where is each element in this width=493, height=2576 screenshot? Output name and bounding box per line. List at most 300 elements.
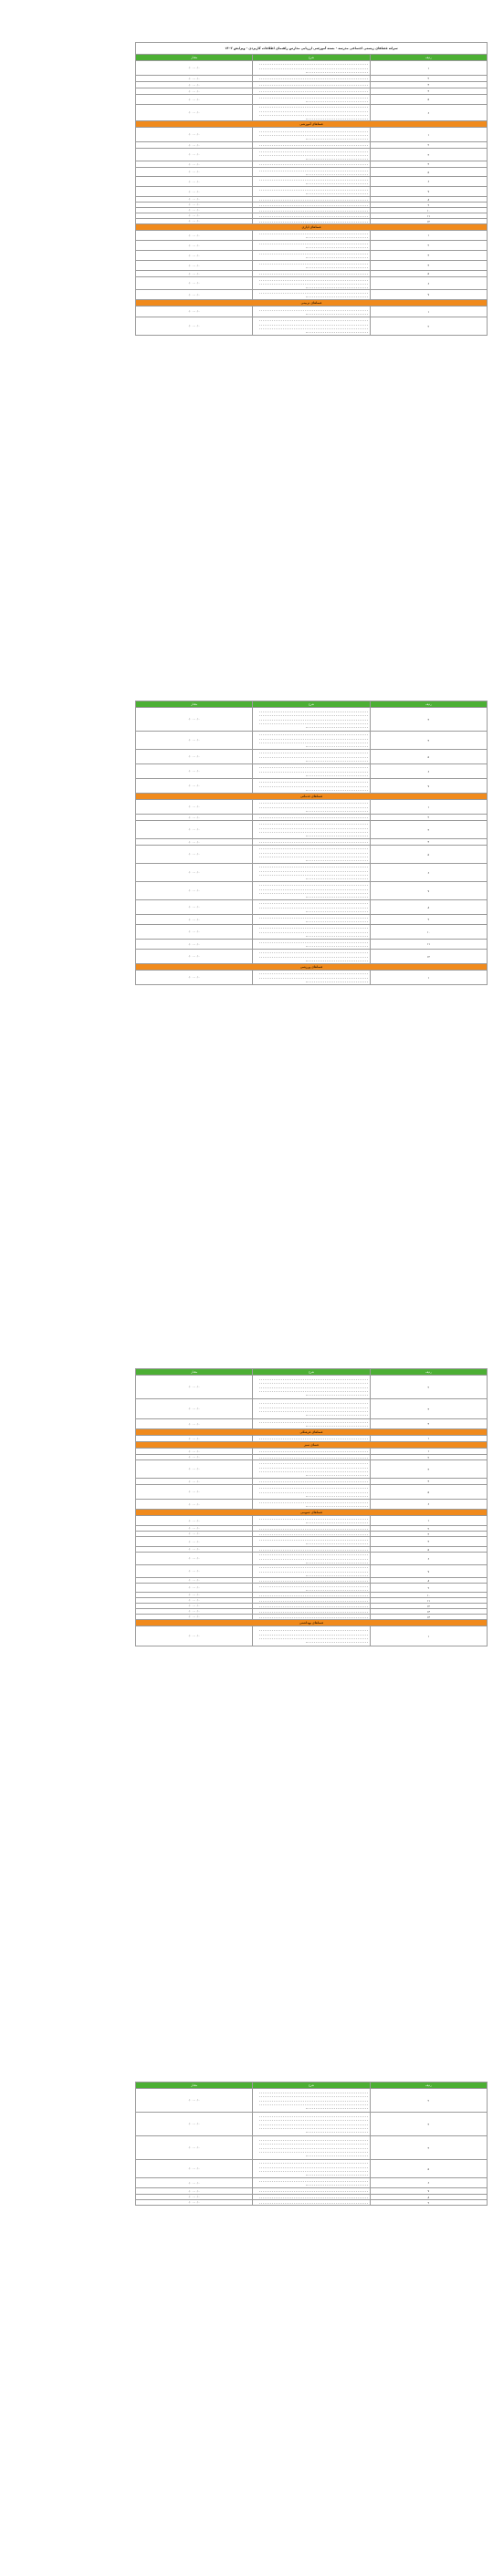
text-line <box>259 2142 367 2145</box>
text-line <box>306 1521 368 1523</box>
text-line <box>306 1574 368 1576</box>
text-line <box>259 954 367 957</box>
table-row <box>136 2113 488 2136</box>
section-title: فضای سبز <box>136 1442 488 1449</box>
text-line <box>306 192 368 194</box>
table-row <box>136 177 488 187</box>
row-number: ۱۰ <box>370 1593 487 1598</box>
row-description <box>253 1553 370 1565</box>
row-description <box>253 2200 370 2206</box>
row-value: ۰/۰۰ -- ۰/۰۰ <box>136 1537 253 1547</box>
text-line <box>306 70 368 73</box>
table-row <box>136 88 488 95</box>
table-header-row <box>136 701 488 708</box>
row-value: ۰/۰۰ -- ۰/۰۰ <box>136 88 253 95</box>
row-description <box>253 1436 370 1442</box>
table-row <box>136 779 488 794</box>
text-line <box>259 291 367 294</box>
text-line <box>259 105 367 108</box>
row-number: ۲ <box>370 241 487 251</box>
row-value: ۰/۰۰ -- ۰/۰۰ <box>136 1526 253 1532</box>
row-number: ۵ <box>370 95 487 105</box>
row-description <box>253 177 370 187</box>
row-number: ۱ <box>370 1436 487 1442</box>
text-line <box>259 1538 367 1541</box>
row-value: ۰/۰۰ -- ۰/۰۰ <box>136 261 253 271</box>
table-row <box>136 95 488 105</box>
text-line <box>306 312 368 315</box>
row-number: ۱۱ <box>370 213 487 219</box>
table-row <box>136 168 488 177</box>
row-number: ۵ <box>370 1485 487 1500</box>
column-header-value: مقدار <box>136 1369 253 1376</box>
text-line <box>306 944 368 947</box>
row-description <box>253 764 370 779</box>
text-line <box>259 873 367 876</box>
text-line <box>259 975 367 978</box>
row-description <box>253 882 370 900</box>
table-row <box>136 2136 488 2160</box>
row-value: ۰/۰۰ -- ۰/۰۰ <box>136 2200 253 2206</box>
text-line <box>259 1593 367 1595</box>
row-value: ۰/۰۰ -- ۰/۰۰ <box>136 815 253 821</box>
row-number: ۴ <box>370 732 487 750</box>
row-value: ۰/۰۰ -- ۰/۰۰ <box>136 1609 253 1615</box>
row-value: ۰/۰۰ -- ۰/۰۰ <box>136 1485 253 1500</box>
text-line <box>259 2165 367 2167</box>
row-number: ۶ <box>370 864 487 882</box>
row-description <box>253 1516 370 1526</box>
table-row <box>136 1485 488 1500</box>
text-line <box>259 905 367 908</box>
row-description <box>253 2089 370 2113</box>
row-number: ۹ <box>370 203 487 208</box>
text-line <box>259 1377 367 1380</box>
row-number: ۵ <box>370 2160 487 2178</box>
text-line <box>259 1470 367 1472</box>
row-value: ۰/۰۰ -- ۰/۰۰ <box>136 846 253 864</box>
row-description <box>253 779 370 794</box>
row-value: ۰/۰۰ -- ۰/۰۰ <box>136 1593 253 1598</box>
row-number: ۸ <box>370 1578 487 1584</box>
row-value: ۰/۰۰ -- ۰/۰۰ <box>136 317 253 336</box>
table-row <box>136 1516 488 1526</box>
text-line <box>259 282 367 285</box>
row-number: ۷ <box>370 290 487 300</box>
row-value: ۰/۰۰ -- ۰/۰۰ <box>136 2113 253 2136</box>
text-line <box>306 980 368 982</box>
row-number: ۱ <box>370 1516 487 1526</box>
text-line <box>259 2138 367 2141</box>
text-line <box>259 865 367 867</box>
row-value: ۰/۰۰ -- ۰/۰۰ <box>136 61 253 76</box>
text-line <box>259 805 367 807</box>
row-value: ۰/۰۰ -- ۰/۰۰ <box>136 142 253 149</box>
table-row <box>136 261 488 271</box>
text-line <box>306 255 368 258</box>
table-row <box>136 251 488 261</box>
text-line <box>259 1381 367 1384</box>
text-line <box>259 2189 367 2192</box>
table-row <box>136 1399 488 1419</box>
text-line <box>306 809 368 812</box>
text-line <box>259 732 367 735</box>
text-line <box>259 736 367 739</box>
row-number: ۱۲ <box>370 950 487 964</box>
text-line <box>259 2195 367 2197</box>
text-line <box>306 1542 368 1544</box>
text-line <box>259 1609 367 1612</box>
column-header-number: ردیف <box>370 55 487 61</box>
row-description <box>253 241 370 251</box>
text-line <box>306 137 368 140</box>
row-description <box>253 1584 370 1593</box>
table-row <box>136 187 488 197</box>
text-line <box>306 1494 368 1497</box>
row-number: ۵ <box>370 168 487 177</box>
row-value: ۰/۰۰ -- ۰/۰۰ <box>136 149 253 161</box>
row-number: ۶ <box>370 105 487 121</box>
row-value: ۰/۰۰ -- ۰/۰۰ <box>136 2195 253 2200</box>
text-line <box>259 780 367 783</box>
row-value: ۰/۰۰ -- ۰/۰۰ <box>136 1604 253 1609</box>
text-line <box>259 868 367 871</box>
row-number: ۱۳ <box>370 1609 487 1615</box>
text-line <box>259 133 367 136</box>
text-line <box>306 2173 368 2176</box>
row-value: ۰/۰۰ -- ۰/۰۰ <box>136 219 253 224</box>
row-value: ۰/۰۰ -- ۰/۰۰ <box>136 764 253 779</box>
text-line <box>259 815 367 818</box>
text-line <box>259 801 367 804</box>
text-line <box>259 2118 367 2121</box>
text-line <box>306 99 368 102</box>
text-line <box>259 754 367 757</box>
section-title: فضاهای آموزشی <box>136 121 488 128</box>
spec-table <box>135 42 488 336</box>
table-row <box>136 317 488 336</box>
row-value: ۰/۰۰ -- ۰/۰۰ <box>136 732 253 750</box>
text-line <box>306 286 368 288</box>
text-line <box>259 741 367 743</box>
row-number: ۳ <box>370 82 487 88</box>
row-number: ۶ <box>370 764 487 779</box>
row-number: ۶ <box>370 1553 487 1565</box>
row-description <box>253 95 370 105</box>
text-line <box>259 1598 367 1601</box>
row-number: ۳ <box>370 251 487 261</box>
table-row <box>136 1584 488 1593</box>
row-value: ۰/۰۰ -- ۰/۰۰ <box>136 241 253 251</box>
row-number: ۷ <box>370 2188 487 2195</box>
text-line <box>259 2126 367 2129</box>
text-line <box>259 887 367 889</box>
text-line <box>306 788 368 791</box>
text-line <box>259 66 367 68</box>
table-row <box>136 2188 488 2195</box>
row-value: ۰/۰۰ -- ۰/۰۰ <box>136 839 253 846</box>
text-line <box>259 178 367 181</box>
text-line <box>259 916 367 919</box>
row-description <box>253 149 370 161</box>
text-line <box>259 272 367 275</box>
text-line <box>259 188 367 191</box>
row-number: ۱۱ <box>370 1598 487 1604</box>
text-line <box>306 744 368 747</box>
table-row <box>136 161 488 168</box>
row-description <box>253 231 370 241</box>
text-line <box>306 235 368 238</box>
row-number: ۲ <box>370 2089 487 2113</box>
table-row <box>136 1537 488 1547</box>
row-description <box>253 76 370 82</box>
text-line <box>306 330 368 333</box>
row-value: ۰/۰۰ -- ۰/۰۰ <box>136 290 253 300</box>
row-number: ۳ <box>370 1532 487 1537</box>
text-line <box>259 198 367 201</box>
row-number: ۱۰ <box>370 925 487 940</box>
row-value: ۰/۰۰ -- ۰/۰۰ <box>136 76 253 82</box>
row-description <box>253 971 370 985</box>
section-title: فضاهای عمومی <box>136 1510 488 1516</box>
table-row <box>136 142 488 149</box>
row-description <box>253 168 370 177</box>
section-title: فضاهای بهداشتی <box>136 1620 488 1626</box>
document-title: سرانه فضاهای زیستی اجتماعی مدرسه - بسته آموزشی ارزیابی مدارس راهنمای اطلاعات کاربردی - ویرایش ۱۴۰۳ <box>136 43 488 55</box>
text-line <box>259 83 367 86</box>
text-line <box>259 2114 367 2117</box>
table-row <box>136 846 488 864</box>
row-value: ۰/۰۰ -- ۰/۰۰ <box>136 168 253 177</box>
text-line <box>259 891 367 894</box>
text-line <box>306 2130 368 2133</box>
column-header-description: شرح <box>253 2083 370 2089</box>
row-description <box>253 2178 370 2188</box>
table-row <box>136 1376 488 1399</box>
table-row <box>136 915 488 925</box>
table-row <box>136 900 488 915</box>
text-line <box>259 77 367 79</box>
row-value: ۰/۰۰ -- ۰/۰۰ <box>136 128 253 142</box>
column-header-number: ردیف <box>370 1369 487 1376</box>
section-title: فضاهای ورزشی <box>136 964 488 971</box>
text-line <box>259 307 367 310</box>
text-line <box>306 919 368 922</box>
table-row <box>136 1449 488 1455</box>
text-line <box>259 1569 367 1572</box>
table-row <box>136 950 488 964</box>
row-value: ۰/۰۰ -- ۰/۰۰ <box>136 231 253 241</box>
row-description <box>253 1419 370 1429</box>
table-header-row <box>136 55 488 61</box>
row-description <box>253 2136 370 2160</box>
table-row <box>136 306 488 317</box>
table-row <box>136 971 488 985</box>
row-value: ۰/۰۰ -- ۰/۰۰ <box>136 161 253 168</box>
row-value: ۰/۰۰ -- ۰/۰۰ <box>136 1584 253 1593</box>
text-line <box>259 162 367 165</box>
row-value: ۰/۰۰ -- ۰/۰۰ <box>136 208 253 213</box>
text-line <box>259 830 367 833</box>
row-value: ۰/۰۰ -- ۰/۰۰ <box>136 971 253 985</box>
table-row <box>136 864 488 882</box>
text-line <box>259 89 367 92</box>
text-line <box>259 1526 367 1529</box>
text-line <box>259 1455 367 1458</box>
table-row <box>136 925 488 940</box>
row-value: ۰/۰۰ -- ۰/۰۰ <box>136 2136 253 2160</box>
text-line <box>259 232 367 234</box>
table-row <box>136 1626 488 1646</box>
text-line <box>259 1628 367 1631</box>
row-value: ۰/۰۰ -- ۰/۰۰ <box>136 177 253 187</box>
text-line <box>306 172 368 175</box>
row-number: ۲ <box>370 1376 487 1399</box>
table-row <box>136 940 488 950</box>
row-value: ۰/۰۰ -- ۰/۰۰ <box>136 1565 253 1578</box>
table-row <box>136 241 488 251</box>
text-line <box>259 717 367 720</box>
text-line <box>259 129 367 131</box>
row-value: ۰/۰۰ -- ۰/۰۰ <box>136 213 253 219</box>
row-value: ۰/۰۰ -- ۰/۰۰ <box>136 105 253 121</box>
text-line <box>306 157 368 160</box>
text-line <box>259 1480 367 1482</box>
text-line <box>259 1636 367 1639</box>
text-line <box>259 277 367 280</box>
row-description <box>253 815 370 821</box>
text-line <box>259 930 367 932</box>
row-description <box>253 2113 370 2136</box>
row-number: ۲ <box>370 815 487 821</box>
row-description <box>253 940 370 950</box>
text-line <box>259 1553 367 1555</box>
row-description <box>253 800 370 815</box>
row-description <box>253 750 370 764</box>
row-value: ۰/۰۰ -- ۰/۰۰ <box>136 1547 253 1553</box>
text-line <box>259 1465 367 1468</box>
column-header-description: شرح <box>253 701 370 708</box>
row-description <box>253 290 370 300</box>
table-row <box>136 882 488 900</box>
row-value: ۰/۰۰ -- ۰/۰۰ <box>136 271 253 277</box>
text-line <box>259 1409 367 1412</box>
text-line <box>306 245 368 248</box>
row-value: ۰/۰۰ -- ۰/۰۰ <box>136 950 253 964</box>
row-description <box>253 1399 370 1419</box>
text-line <box>259 1389 367 1392</box>
row-number: ۲ <box>370 142 487 149</box>
row-number: ۸ <box>370 2195 487 2200</box>
text-line <box>259 168 367 171</box>
row-description <box>253 82 370 88</box>
text-line <box>259 109 367 111</box>
row-number: ۱ <box>370 1626 487 1646</box>
text-line <box>259 96 367 99</box>
section-title: فضاهای خدماتی <box>136 794 488 800</box>
row-number: ۱ <box>370 128 487 142</box>
text-line <box>306 182 368 184</box>
text-line <box>259 318 367 321</box>
row-value: ۰/۰۰ -- ۰/۰۰ <box>136 821 253 839</box>
row-value: ۰/۰۰ -- ۰/۰۰ <box>136 708 253 732</box>
text-line <box>306 1413 368 1416</box>
text-line <box>259 940 367 943</box>
text-line <box>259 1420 367 1423</box>
table-row <box>136 815 488 821</box>
text-line <box>259 220 367 223</box>
table-row <box>136 732 488 750</box>
text-line <box>259 713 367 716</box>
text-line <box>259 242 367 244</box>
text-line <box>259 1517 367 1520</box>
row-number: ۳ <box>370 149 487 161</box>
text-line <box>306 909 368 912</box>
text-line <box>259 1405 367 1407</box>
row-description <box>253 2188 370 2195</box>
text-line <box>306 1588 368 1591</box>
row-number: ۷ <box>370 779 487 794</box>
text-line <box>259 784 367 786</box>
text-line <box>306 295 368 297</box>
column-header-description: شرح <box>253 55 370 61</box>
column-header-number: ردیف <box>370 2083 487 2089</box>
text-line <box>306 1424 368 1427</box>
text-line <box>259 1486 367 1489</box>
row-description <box>253 839 370 846</box>
row-description <box>253 277 370 290</box>
text-line <box>259 1556 367 1559</box>
row-number: ۹ <box>370 915 487 925</box>
text-line <box>259 2094 367 2097</box>
document-page-1 <box>135 42 488 336</box>
text-line <box>259 113 367 116</box>
text-line <box>306 2154 368 2156</box>
text-line <box>259 214 367 217</box>
text-line <box>259 950 367 953</box>
row-description <box>253 105 370 121</box>
text-line <box>306 1473 368 1476</box>
row-number: ۴ <box>370 88 487 95</box>
table-row <box>136 290 488 300</box>
row-value: ۰/۰۰ -- ۰/۰۰ <box>136 1598 253 1604</box>
text-line <box>259 1437 367 1439</box>
spec-table <box>135 701 488 985</box>
section-title: فضاهای اداری <box>136 224 488 231</box>
text-line <box>306 1504 368 1507</box>
row-number: ۳ <box>370 708 487 732</box>
row-value: ۰/۰۰ -- ۰/۰۰ <box>136 1399 253 1419</box>
row-value: ۰/۰۰ -- ۰/۰۰ <box>136 1516 253 1526</box>
row-number: ۳ <box>370 1460 487 1479</box>
text-line <box>259 1461 367 1464</box>
row-value: ۰/۰۰ -- ۰/۰۰ <box>136 940 253 950</box>
table-row <box>136 271 488 277</box>
row-description <box>253 1500 370 1510</box>
table-row <box>136 764 488 779</box>
text-line <box>306 1561 368 1563</box>
row-number: ۲ <box>370 317 487 336</box>
table-row <box>136 105 488 121</box>
text-line <box>259 2122 367 2124</box>
table-row <box>136 128 488 142</box>
row-number: ۱۴ <box>370 1615 487 1620</box>
row-description <box>253 1565 370 1578</box>
text-line <box>259 62 367 65</box>
text-line <box>259 840 367 843</box>
row-description <box>253 1460 370 1479</box>
text-line <box>306 725 368 728</box>
